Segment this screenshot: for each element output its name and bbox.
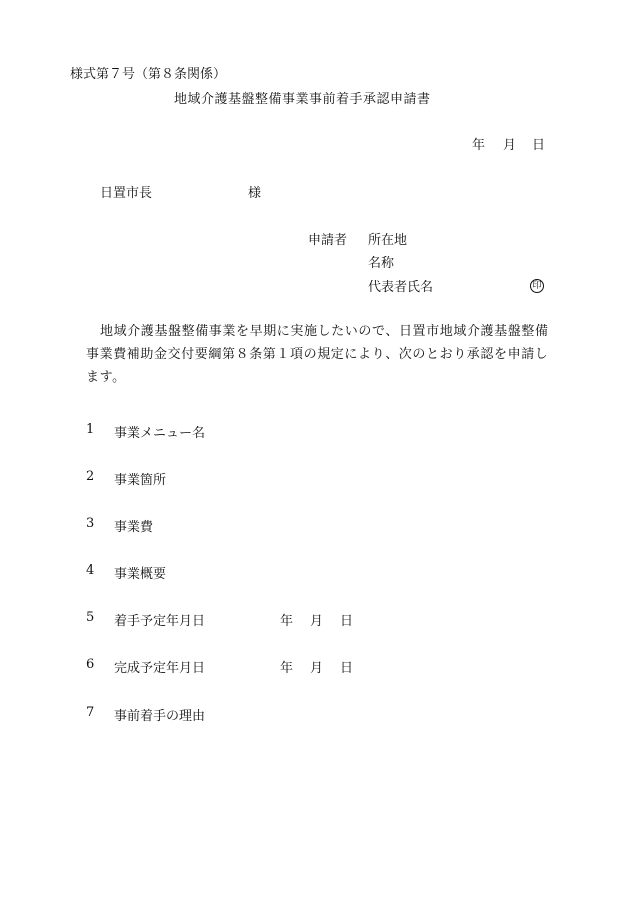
item-number: 6 <box>86 657 95 672</box>
applicant-label: 申請者 <box>308 233 348 248</box>
addressee-title: 日置市長 <box>100 186 153 201</box>
item-number: 7 <box>86 705 95 720</box>
date-month-label: 月 <box>310 661 324 676</box>
form-number: 様式第７号（第８条関係） <box>70 67 227 82</box>
item-label: 事前着手の理由 <box>114 709 206 724</box>
item-number: 2 <box>86 469 95 484</box>
item-label: 事業費 <box>114 520 154 535</box>
application-body-text <box>86 320 552 389</box>
date-day-label: 日 <box>532 138 546 153</box>
date-month-label: 月 <box>310 614 324 629</box>
item-number: 3 <box>86 516 95 531</box>
date-month-label: 月 <box>503 138 517 153</box>
item-number: 4 <box>86 563 95 578</box>
date-year-label: 年 <box>280 614 294 629</box>
seal-icon: 印 <box>530 279 544 293</box>
applicant-name-label: 名称 <box>368 256 395 271</box>
item-label: 完成予定年月日 <box>114 661 206 676</box>
item-label: 着手予定年月日 <box>114 614 206 629</box>
date-day-label: 日 <box>340 661 354 676</box>
body-paragraph: 地域介護基盤整備事業を早期に実施したいので、日置市地域介護基盤整備事業費補助金交付要綱第８条第１項の規定により、次のとおり承認を申請します。 <box>86 324 549 385</box>
applicant-representative-label: 代表者氏名 <box>368 280 434 295</box>
addressee-honorific: 様 <box>248 186 262 201</box>
document-title: 地域介護基盤整備事業事前着手承認申請書 <box>174 92 431 107</box>
date-year-label: 年 <box>472 138 486 153</box>
applicant-address-label: 所在地 <box>368 233 408 248</box>
item-number: 5 <box>86 610 95 625</box>
item-label: 事業箇所 <box>114 473 167 488</box>
item-number: 1 <box>86 422 95 437</box>
item-label: 事業メニュー名 <box>114 426 206 441</box>
item-label: 事業概要 <box>114 567 167 582</box>
date-day-label: 日 <box>340 614 354 629</box>
date-year-label: 年 <box>280 661 294 676</box>
